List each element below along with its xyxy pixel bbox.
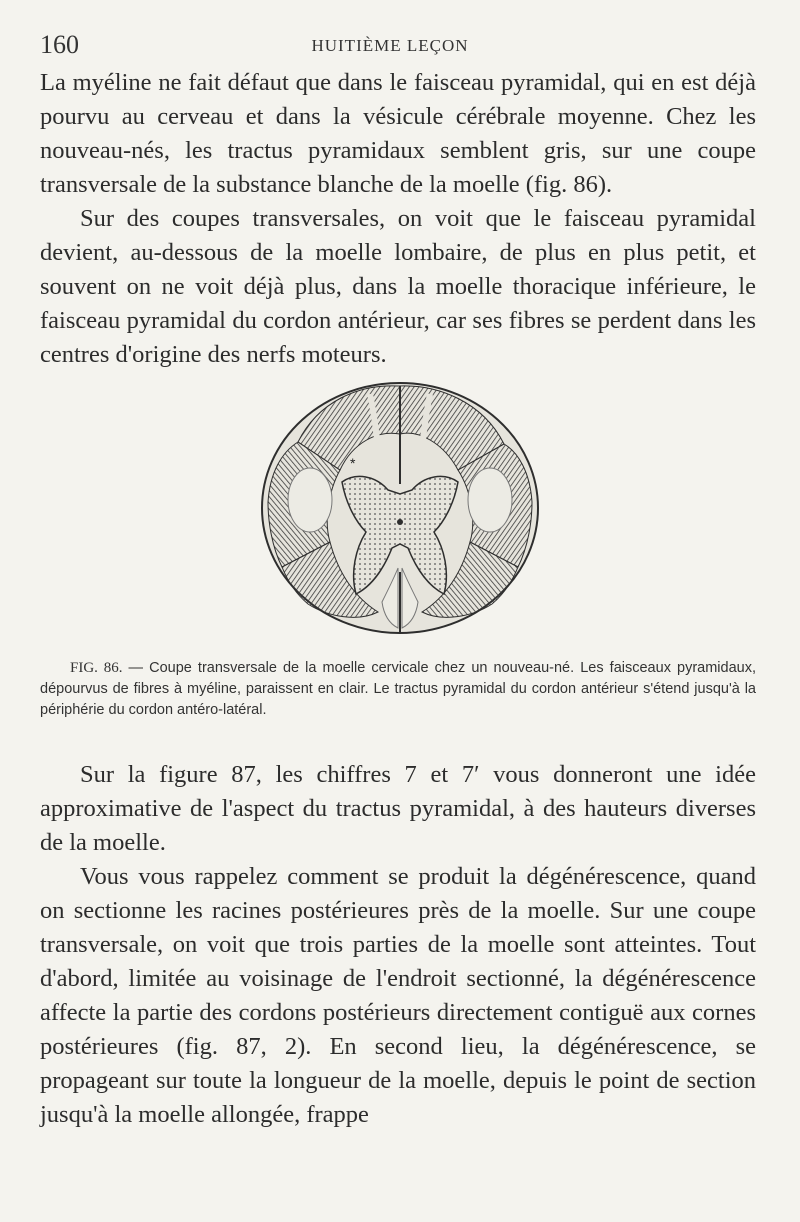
paragraph-4: Vous vous rappelez comment se produit la dégénérescence, quand on sectionne les racines postérieures près de la moelle. Sur une coupe transversale, on voit que trois parties de la moelle sont atteintes. Tout d'abord, limitée au voisinage de l'endroit sectionné, la dégénérescence affecte la partie des cordons postérieurs directement contiguë aux cornes postérieures (fig. 87, 2). En second lieu, la dégénérescence, se propageant sur toute la longueur de la moelle, depuis le point de section jusqu'à la moelle allongée, frappe (40, 863, 756, 1128)
page-number: 160 (40, 30, 79, 59)
paragraph-3: Sur la figure 87, les chiffres 7 et 7′ vous donneront une idée approximative de l'aspect du tractus pyramidal, à des hauteurs diverses de la moelle. (40, 761, 756, 856)
spinal-cord-cross-section-illustration (258, 372, 542, 638)
page-header (40, 30, 740, 58)
text-block-bottom (40, 758, 756, 1132)
paragraph-1: La myéline ne fait défaut que dans le faisceau pyramidal, qui en est déjà pourvu au cerveau et dans la vésicule cérébrale moyenne. Chez les nouveau-nés, les tractus pyramidaux semblent gris, sur une coupe transversale de la substance blanche de la moelle (fig. 86). (40, 69, 756, 198)
figure-label: FIG. 86. (70, 660, 123, 676)
running-head: HUITIÈME LEÇON (311, 36, 469, 55)
svg-text:*: * (350, 455, 356, 471)
figure-caption (40, 658, 756, 721)
text-block-top (40, 66, 756, 372)
spinal-cord-figure (258, 372, 542, 638)
figure-caption-text: — Coupe transversale de la moelle cervicale chez un nouveau-né. Les faisceaux pyramidaux, dépourvus de fibres à myéline, paraissent en clair. Le tractus pyramidal du cordon antérieur s'étend jusqu'à la périphérie du cordon antéro-latéral. (40, 660, 756, 718)
paragraph-2: Sur des coupes transversales, on voit que le faisceau pyramidal devient, au-dessous de la moelle lombaire, de plus en plus petit, et souvent on ne voit déjà plus, dans la moelle thoracique inférieure, le faisceau pyramidal du cordon antérieur, car ses fibres se perdent dans les centres d'origine des nerfs moteurs. (40, 205, 756, 368)
